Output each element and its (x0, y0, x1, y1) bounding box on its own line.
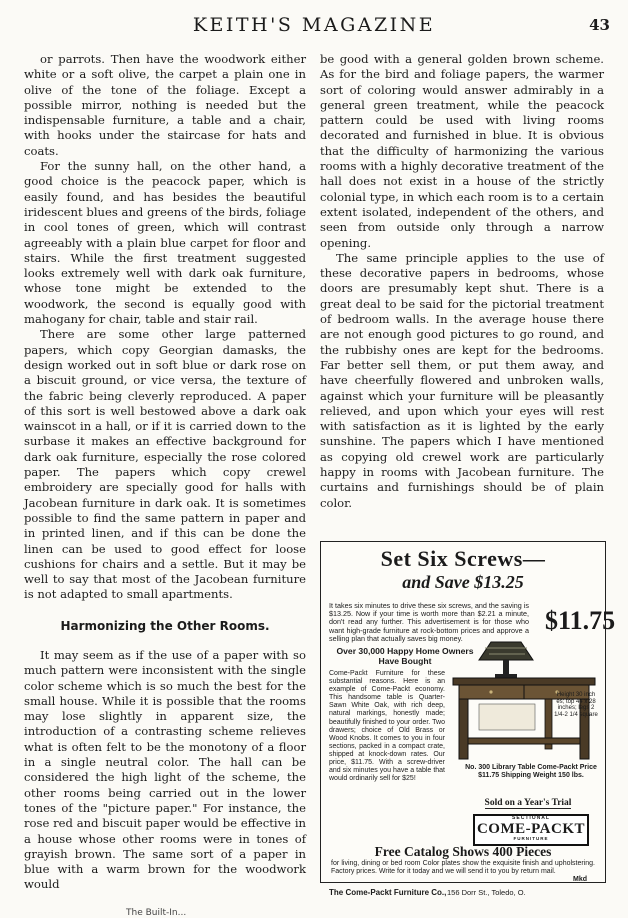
ad-headline: Set Six Screws— (380, 546, 546, 571)
paragraph: There are some other large patterned papers, which copy Georgian damasks, the design worked out in soft blue or dark rose on a biscuit ground, or vice versa, the texture of the fabric being cleverly reproduced. A paper of this sort is well bestowed above a dark oak wainscot in a hall, or if it is carried down to the surbase it makes an effective background for dark oak furniture, especially the rose colored paper. The papers which copy crewel embroidery are specially good for halls with Jacobean furniture in dark oak. It is sometimes possible to find the same pattern in paper and in printed linen, and if this can be done the linen can be used to good effect for loose cushions for chairs and a settle. But it may be well to say that most of the Jacobean furniture is not adapted to small apartments. (24, 327, 306, 602)
ad-body-text: Come-Packt Furniture for these substantial reasons. Here is an example of Come-Packt economy. This handsome table is Quarter-Sawn White Oak, with rich deep, natural markings, honestly made; beautifully finished to your order. Two drawers; choice of Old Brass or Wood Knobs. It comes to you in four sections, packed in a compact crate, shipped at knock-down rates. Our price, $11.75. With a screw-driver and six minutes you have a table that would ordinarily sell for $25! (329, 670, 445, 783)
ad-key-code: Mkd (573, 876, 587, 883)
lamp-illustration (479, 642, 533, 678)
table-dimensions: Height 30 inch es; top 44 x 28 inches; legs 2 1/4-2 1/4 square (554, 692, 598, 718)
ad-subheadline: and Save $13.25 (402, 572, 524, 592)
come-packt-logo (473, 814, 589, 846)
page-number: 43 (589, 16, 610, 34)
paragraph: It may seem as if the use of a paper with so much pattern were inconsistent with the single color scheme which is so much the best for the small house. While it is possible that the rooms may lose slightly in apparent size, the introduction of a contrasting scheme relieves what is often felt to be the monotony of a floor in a single neutral color. The hall can be considered the high light of the scheme, the other rooms being carried out in the lower tones of the "picture paper." For instance, the rose red and biscuit paper would be effective in a house whose other rooms were in tones of grayish brown. The same sort of a paper in blue with a warm brown for the woodwork would (24, 647, 306, 892)
magazine-title: KEITH'S MAGAZINE (192, 14, 436, 36)
ad-trial-offer (453, 798, 603, 808)
ad-owners-heading: Over 30,000 Happy Home Owners Have Bought (336, 646, 474, 666)
logo-top-text: SECTIONAL (512, 815, 550, 821)
paragraph: be good with a general golden brown scheme. As for the bird and foliage papers, the warmer sort of coloring would answer admirably in a general green treatment, while the peacock pattern could be used with living rooms decorated and furnished in blue. It is obvious that the difficulty of harmonizing the various rooms with a highly decorative treatment of the hall does not exist in a house of the strictly colonial type, in which each room is to a certain extent isolated, independent of the others, and seen from outside only through a narrow opening. (320, 52, 604, 250)
logo-name: COME-PACKT (476, 821, 586, 837)
section-heading: Harmonizing the Other Rooms. (60, 618, 270, 633)
ad-model-info: No. 300 Library Table Come-Packt Price $11.75 Shipping Weight 150 lbs. (465, 764, 597, 779)
trial-text: Sold on a Year's Trial (484, 798, 572, 808)
catalog-text: for living, dining or bed room Color plates show the exquisite finish and upholstering. Factory prices. Write for it today and we will send it to you by return mail. (331, 860, 595, 875)
company-name: The Come-Packt Furniture Co., (329, 888, 447, 897)
paragraph: The same principle applies to the use of these decorative papers in bedrooms, whose doors are presumably kept shut. There is a great deal to be said for the pictorial treatment of bedroom walls. In the average house there are not enough good pictures to go round, and the rubbishy ones are kept for the bedrooms. Far better sell them, or put them away, and have cheerfully flowered and unbroken walls, against which your furniture will be pleasantly relieved, and upon which your eyes will rest with satisfaction as it is lighted by the early sunshine. The papers which I have mentioned as copying old crewel work are particularly happy in rooms with Jacobean furniture. The curtains and furnishings should be of plain color. (320, 250, 604, 510)
paragraph: or parrots. Then have the woodwork either white or a soft olive, the carpet a plain one in olive of the tone of the foliage. Except a possible mirror, nothing is needed but the indispensable furniture, a table and a chair, with hooks under the staircase for hats and coats. (24, 52, 306, 158)
company-address: 156 Dorr St., Toledo, O. (447, 888, 526, 897)
left-column (24, 52, 306, 893)
paragraph: For the sunny hall, on the other hand, a good choice is the peacock paper, which is easily found, and has besides the beautiful iridescent blues and greens of the birds, foliage in cool tones of green, which will contrast agreeably with a plain blue carpet for floor and stairs. While the first treatment suggested looks extremely well with dark oak furniture, whose tone might be extended to the woodwork, the second is equally good with mahogany for chair, table and stair rail. (24, 159, 306, 327)
page-header (0, 14, 628, 40)
come-packt-advertisement (320, 541, 616, 897)
ad-price: $11.75 (545, 606, 616, 635)
figure-caption: The Built-In... (126, 908, 187, 918)
ad-footer (329, 888, 599, 897)
ad-intro-text: It takes six minutes to drive these six screws, and the saving is $13.25. Now if your time is worth more than $2.21 a minute, don't read any further. This advertisement is for those who want high-grade furniture at rock-bottom prices and approve a selling plan that actually saves big money. (329, 601, 529, 643)
logo-bottom-text: FURNITURE (513, 836, 549, 841)
right-column (320, 52, 604, 511)
catalog-heading: Free Catalog Shows 400 Pieces (374, 844, 552, 859)
